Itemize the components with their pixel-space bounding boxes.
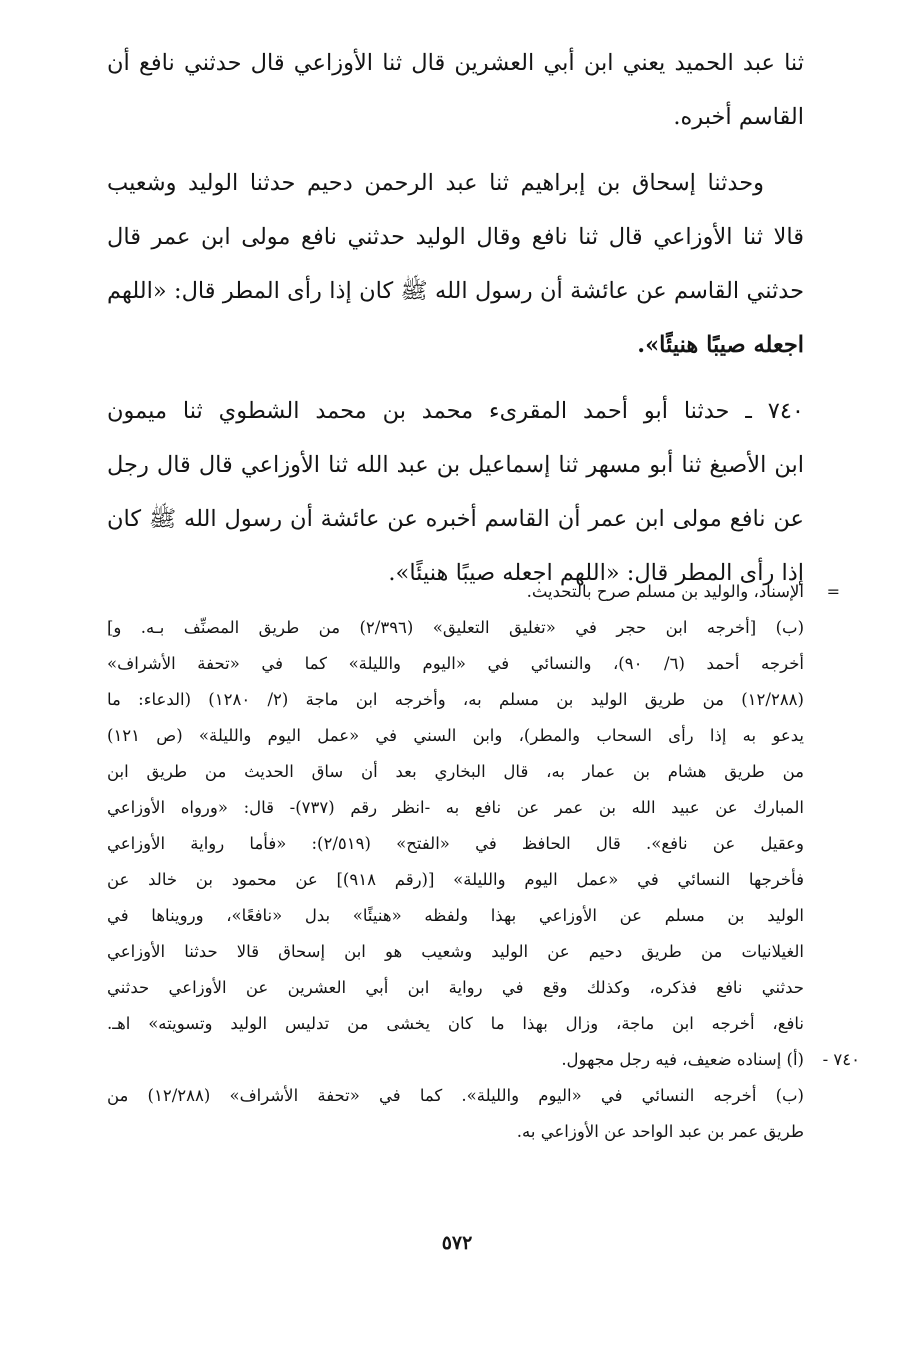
- footnote-line: وعقيل عن نافع». قال الحافظ في «الفتح» (٢/٥١٩): «فأما رواية الأوزاعي: [107, 834, 804, 853]
- footnote-line: طريق عمر بن عبد الواحد عن الأوزاعي به.: [516, 1122, 804, 1141]
- main-text-line: حدثني القاسم عن عائشة أن رسول الله ﷺ كان إذا رأى المطر قال: «اللهم: [107, 278, 804, 304]
- main-text-line: وحدثنا إسحاق بن إبراهيم ثنا عبد الرحمن دحيم حدثنا الوليد وشعيب: [107, 170, 764, 196]
- continuation-marker: =: [826, 582, 840, 601]
- page-number: ٥٧٢: [441, 1232, 473, 1254]
- main-text-line: اجعله صيبًا هنيئًا».: [637, 332, 804, 358]
- footnotes: [107, 574, 860, 1150]
- paragraph-gap: [107, 372, 804, 384]
- footnote-number: ٧٤٠ -: [822, 1050, 860, 1069]
- main-text-line: عن نافع مولى ابن عمر أن القاسم أخبره عن عائشة أن رسول الله ﷺ كان: [107, 506, 804, 532]
- footnote-text: (أ) إسناده ضعيف، فيه رجل مجهول.: [561, 1050, 804, 1069]
- footnote-text: الإسناد، والوليد بن مسلم صرح بالتحديث.: [526, 582, 804, 601]
- footnote-line: [107, 1042, 860, 1078]
- footnote-line: فأخرجها النسائي في «عمل اليوم والليلة» [(رقم ٩١٨)] عن محمود بن خالد عن: [107, 870, 804, 889]
- footnote-line: (١٢/٢٨٨) من طريق الوليد بن مسلم به، وأخرجه ابن ماجة (٢/ ١٢٨٠) (الدعاء: ما: [107, 690, 804, 709]
- main-text-line: القاسم أخبره.: [673, 104, 804, 130]
- footnote-line: الغيلانيات من طريق دحيم عن الوليد وشعيب هو ابن إسحاق قالا حدثنا الأوزاعي: [107, 942, 804, 961]
- footnote-line: المبارك عن عبيد الله بن عمر عن نافع به -انظر رقم (٧٣٧)- قال: «ورواه الأوزاعي: [107, 798, 804, 817]
- main-text-line: إذا رأى المطر قال: «اللهم اجعله صيبًا هنيئًا».: [388, 560, 804, 586]
- footnote-line: (ب) أخرجه النسائي في «اليوم والليلة». كما في «تحفة الأشراف» (١٢/٢٨٨) من: [107, 1086, 804, 1105]
- footnote-line: يدعو به إذا رأى السحاب والمطر)، وابن السني في «عمل اليوم والليلة» (ص ١٢١): [107, 726, 804, 745]
- footnote-line: نافع، أخرجه ابن ماجة، وزال بهذا ما كان يخشى من تدليس الوليد وتسويته» اهـ.: [107, 1014, 804, 1033]
- main-text-line: ابن الأصبغ ثنا أبو مسهر ثنا إسماعيل بن عبد الله ثنا الأوزاعي قال قال رجل: [107, 452, 804, 478]
- main-text-line: قالا ثنا الأوزاعي قال ثنا نافع وقال الوليد حدثني نافع مولى ابن عمر قال: [107, 224, 804, 250]
- footnote-line: حدثني نافع فذكره، وكذلك وقع في رواية ابن أبي العشرين عن الأوزاعي حدثني: [107, 978, 804, 997]
- footnote-line: الوليد بن مسلم عن الأوزاعي بهذا ولفظه «هنيئًا» بدل «نافعًا»، ورويناها في: [107, 906, 805, 925]
- main-text: [107, 36, 804, 600]
- paragraph-gap: [107, 144, 804, 156]
- footnote-line: أخرجه أحمد (٦/ ٩٠)، والنسائي في «اليوم والليلة» كما في «تحفة الأشراف»: [107, 654, 804, 673]
- footnote-line: (ب) [أخرجه ابن حجر في «تغليق التعليق» (٢/٣٩٦) من طريق المصنِّف بـه. و]: [107, 618, 805, 637]
- main-text-line: ثنا عبد الحميد يعني ابن أبي العشرين قال ثنا الأوزاعي قال حدثني نافع أن: [107, 50, 804, 76]
- hadith-heading-line: ٧٤٠ ـ حدثنا أبو أحمد المقرىء محمد بن محمد الشطوي ثنا ميمون: [107, 398, 804, 424]
- footnote-line: من طريق هشام بن عمار به، قال البخاري بعد أن ساق الحديث من طريق ابن: [107, 762, 804, 781]
- footnote-line: [107, 574, 840, 610]
